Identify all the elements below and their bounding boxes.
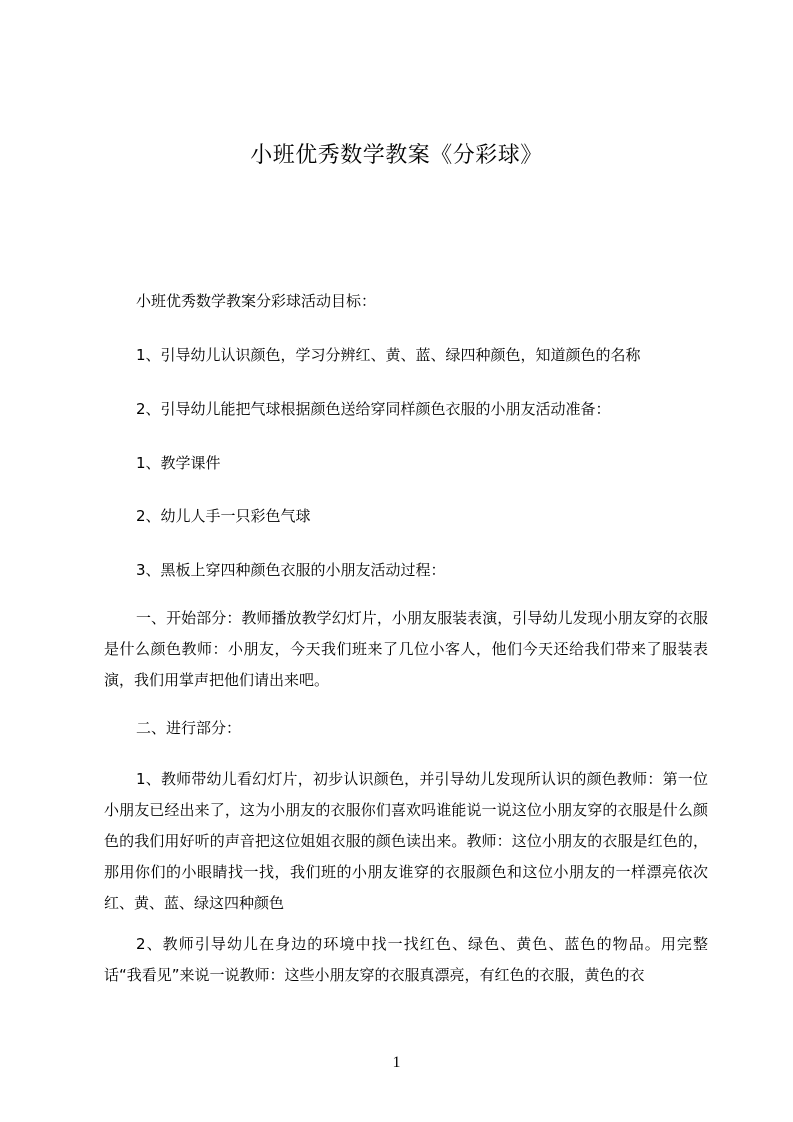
paragraph-part-2-heading: 二、进行部分： (136, 719, 242, 737)
paragraph-prep-1: 1、教学课件 (136, 454, 221, 472)
paragraph-part-1: 一、开始部分：教师播放教学幻灯片，小朋友服装表演，引导幼儿发现小朋友穿的衣服是什么颜色教师：小朋友，今天我们班来了几位小客人，他们今天还给我们带来了服装表演，我们用掌声把他们请出来吧。 (104, 609, 708, 689)
page-number: 1 (392, 1054, 401, 1071)
paragraph-prep-3: 3、黑板上穿四种颜色衣服的小朋友活动过程： (136, 561, 446, 579)
paragraph-step-2: 2、教师引导幼儿在身边的环境中找一找红色、绿色、黄色、蓝色的物品。用完整话“我看见”来说一说教师：这些小朋友穿的衣服真漂亮，有红色的衣服，黄色的衣 (104, 935, 708, 984)
paragraph-objective-2: 2、引导幼儿能把气球根据颜色送给穿同样颜色衣服的小朋友活动准备： (136, 400, 611, 418)
paragraph-objective-1: 1、引导幼儿认识颜色，学习分辨红、黄、蓝、绿四种颜色，知道颜色的名称 (136, 346, 641, 364)
paragraph-prep-2: 2、幼儿人手一只彩色气球 (136, 507, 311, 525)
paragraph-step-1: 1、教师带幼儿看幻灯片，初步认识颜色，并引导幼儿发现所认识的颜色教师：第一位小朋友已经出来了，这为小朋友的衣服你们喜欢吗谁能说一说这位小朋友穿的衣服是什么颜色的我们用好听的声音把这位姐姐衣服的颜色读出来。教师：这位小朋友的衣服是红色的，那用你们的小眼睛找一找，我们班的小朋友谁穿的衣服颜色和这位小朋友的一样漂亮依次红、黄、蓝、绿这四种颜色 (104, 770, 708, 912)
paragraph-objectives-heading: 小班优秀数学教案分彩球活动目标： (136, 292, 377, 310)
document-title: 小班优秀数学教案《分彩球》 (250, 143, 543, 168)
